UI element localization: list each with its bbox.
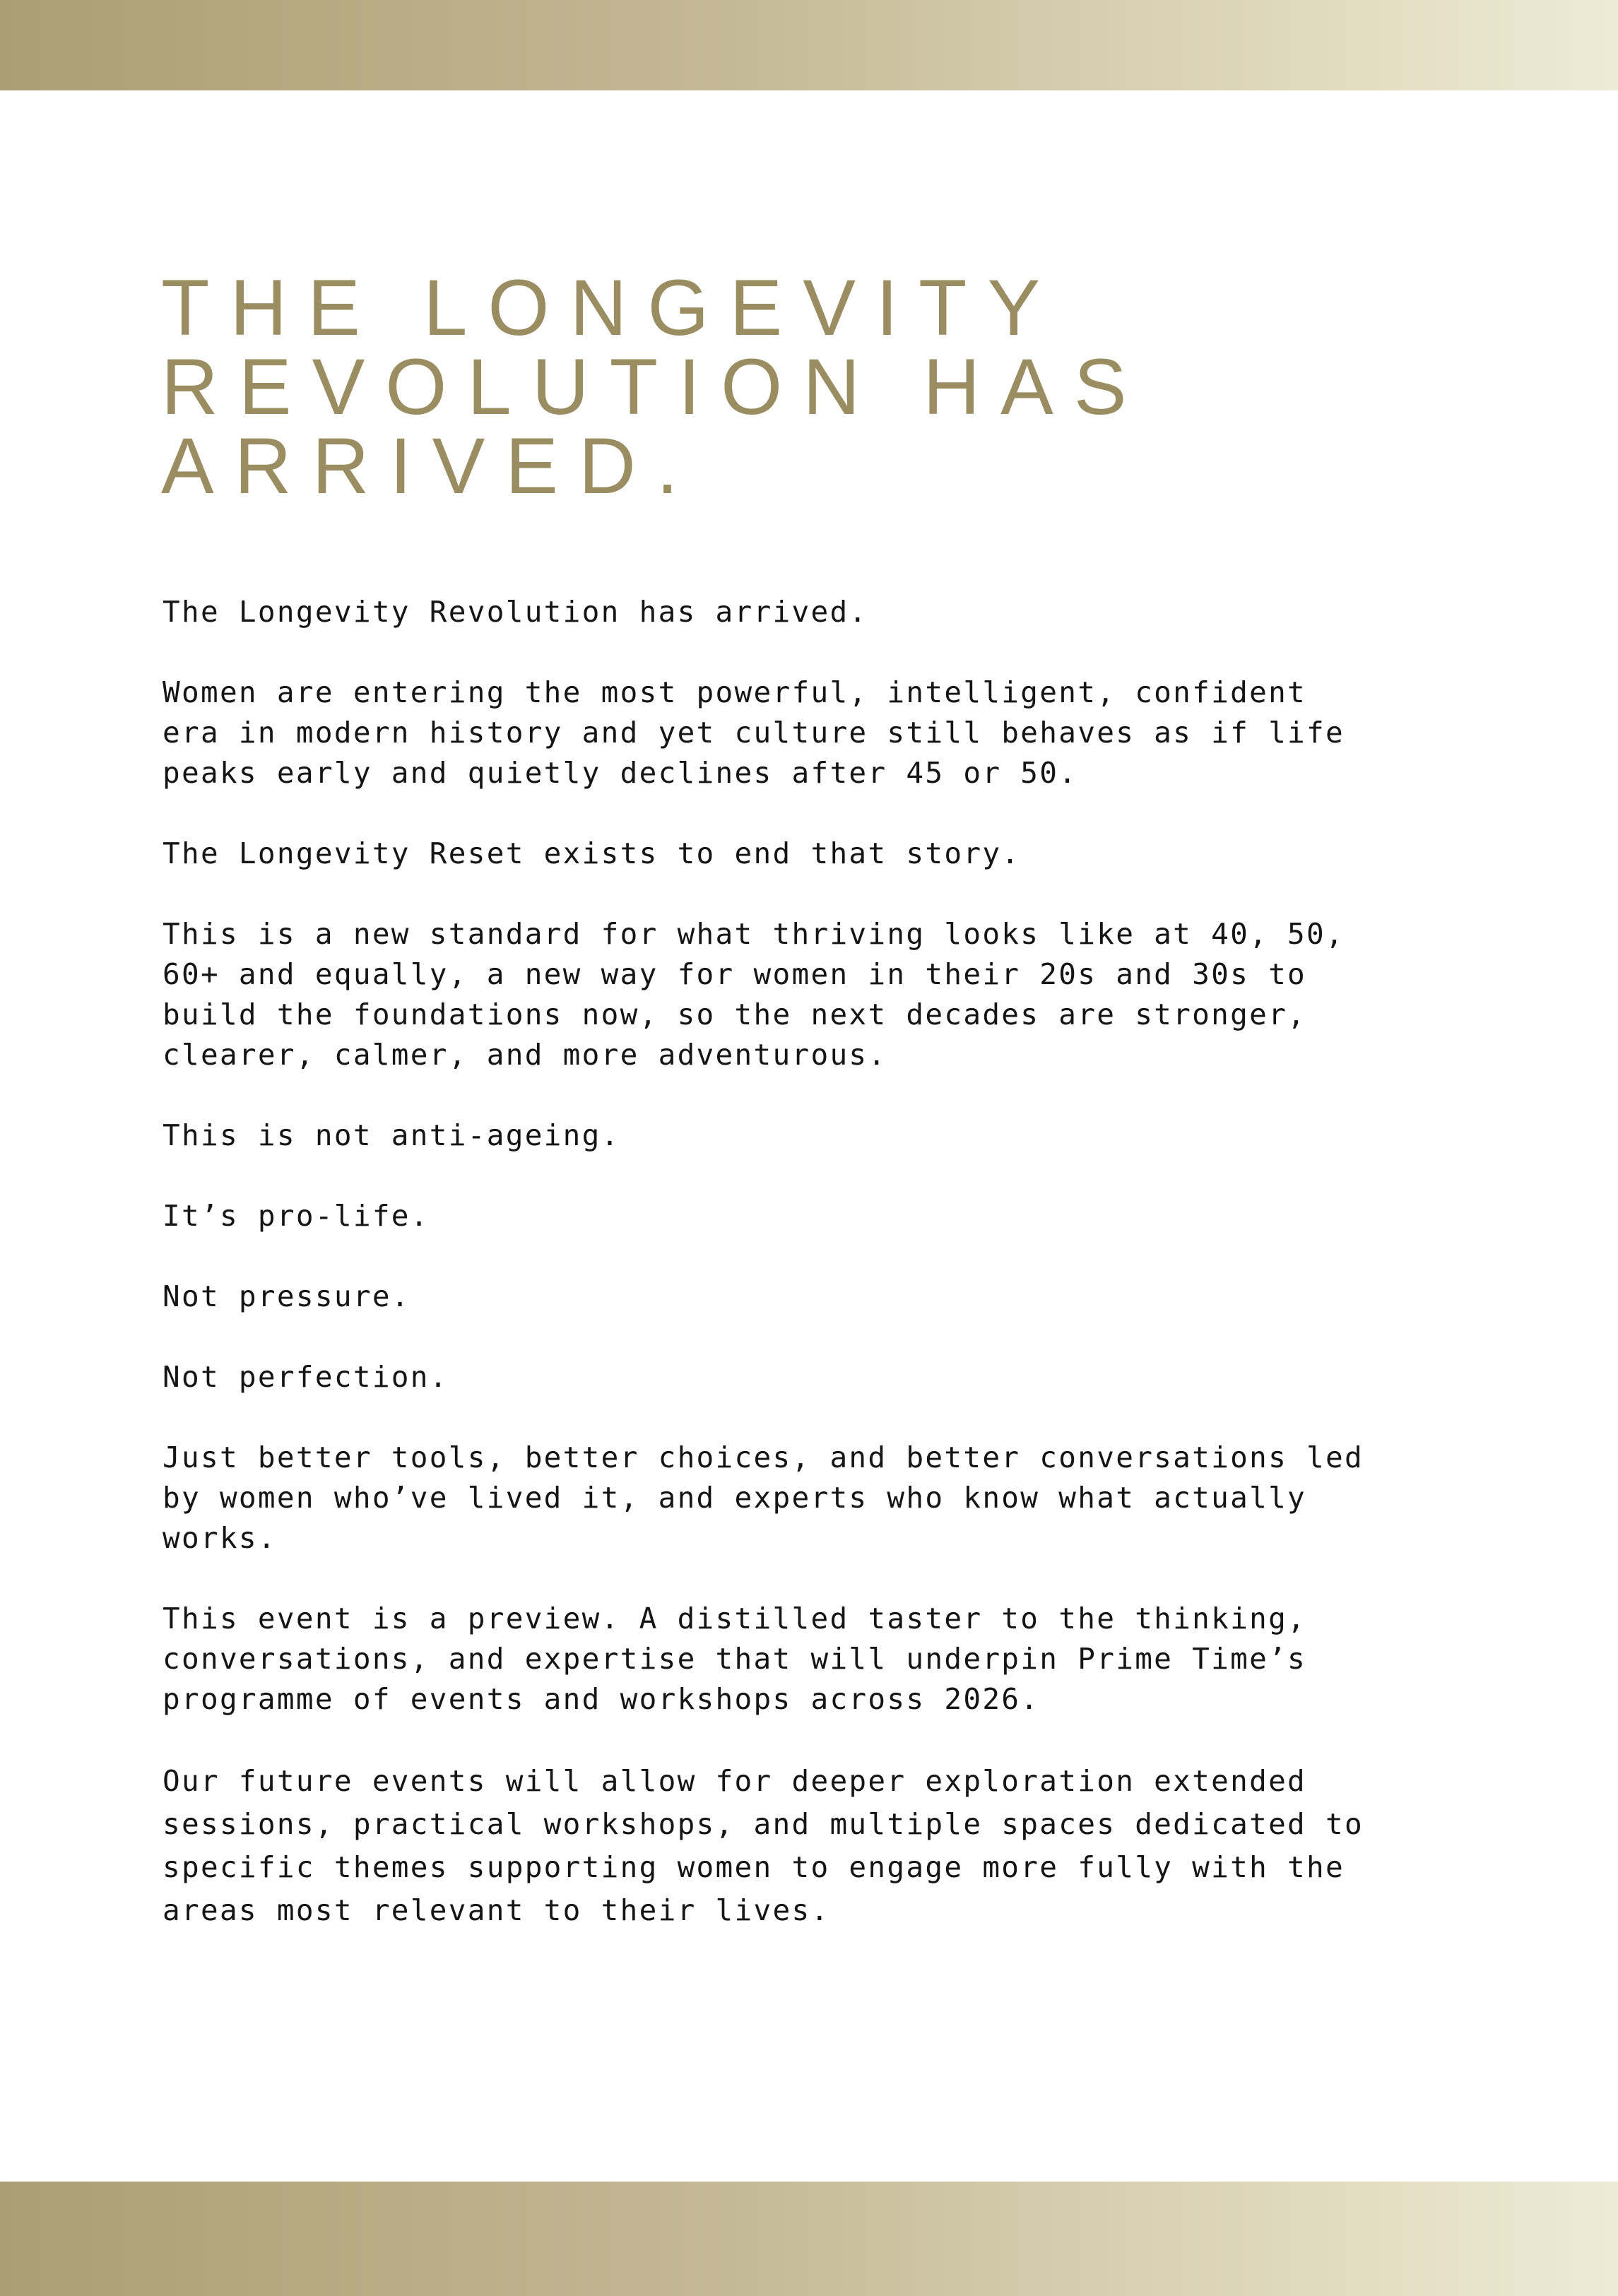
paragraph-not-anti-ageing: This is not anti-ageing. <box>163 1118 620 1152</box>
top-decorative-band <box>0 0 1618 90</box>
paragraph-pro-life: It’s pro-life. <box>163 1199 430 1233</box>
title-line: THE LONGEVITY <box>161 264 1061 352</box>
paragraph-not-pressure: Not pressure. <box>163 1279 411 1313</box>
body-text <box>163 592 1491 1972</box>
title-line: ARRIVED. <box>161 422 699 510</box>
page-title <box>161 264 1504 510</box>
paragraph-intro: The Longevity Revolution has arrived. <box>163 595 868 629</box>
paragraph-preview: This event is a preview. A distilled taster to the thinking, conversations, and expertise that will underpin Prime Time’s programme of events and workshops across 2026. <box>163 1602 1307 1716</box>
paragraph-reset: The Longevity Reset exists to end that story. <box>163 836 1021 870</box>
paragraph-women-era: Women are entering the most powerful, intelligent, confident era in modern history and yet culture still behaves as if life peaks early and quietly declines after 45 or 50. <box>163 675 1345 790</box>
bottom-decorative-band <box>0 2182 1618 2296</box>
paragraph-not-perfection: Not perfection. <box>163 1360 449 1394</box>
title-line: REVOLUTION HAS <box>161 343 1147 431</box>
paragraph-future-events: Our future events will allow for deeper exploration extended sessions, practical workshops, and multiple spaces dedicated to specific themes supporting women to engage more fully with the areas most relevant to their lives. <box>163 1764 1364 1927</box>
paragraph-better-tools: Just better tools, better choices, and better conversations led by women who’ve lived it, and experts who know what actually works. <box>163 1440 1364 1555</box>
paragraph-new-standard: This is a new standard for what thriving looks like at 40, 50, 60+ and equally, a new way for women in their 20s and 30s to build the foundations now, so the next decades are stronger, clearer, calmer, and more adventurous. <box>163 917 1345 1072</box>
